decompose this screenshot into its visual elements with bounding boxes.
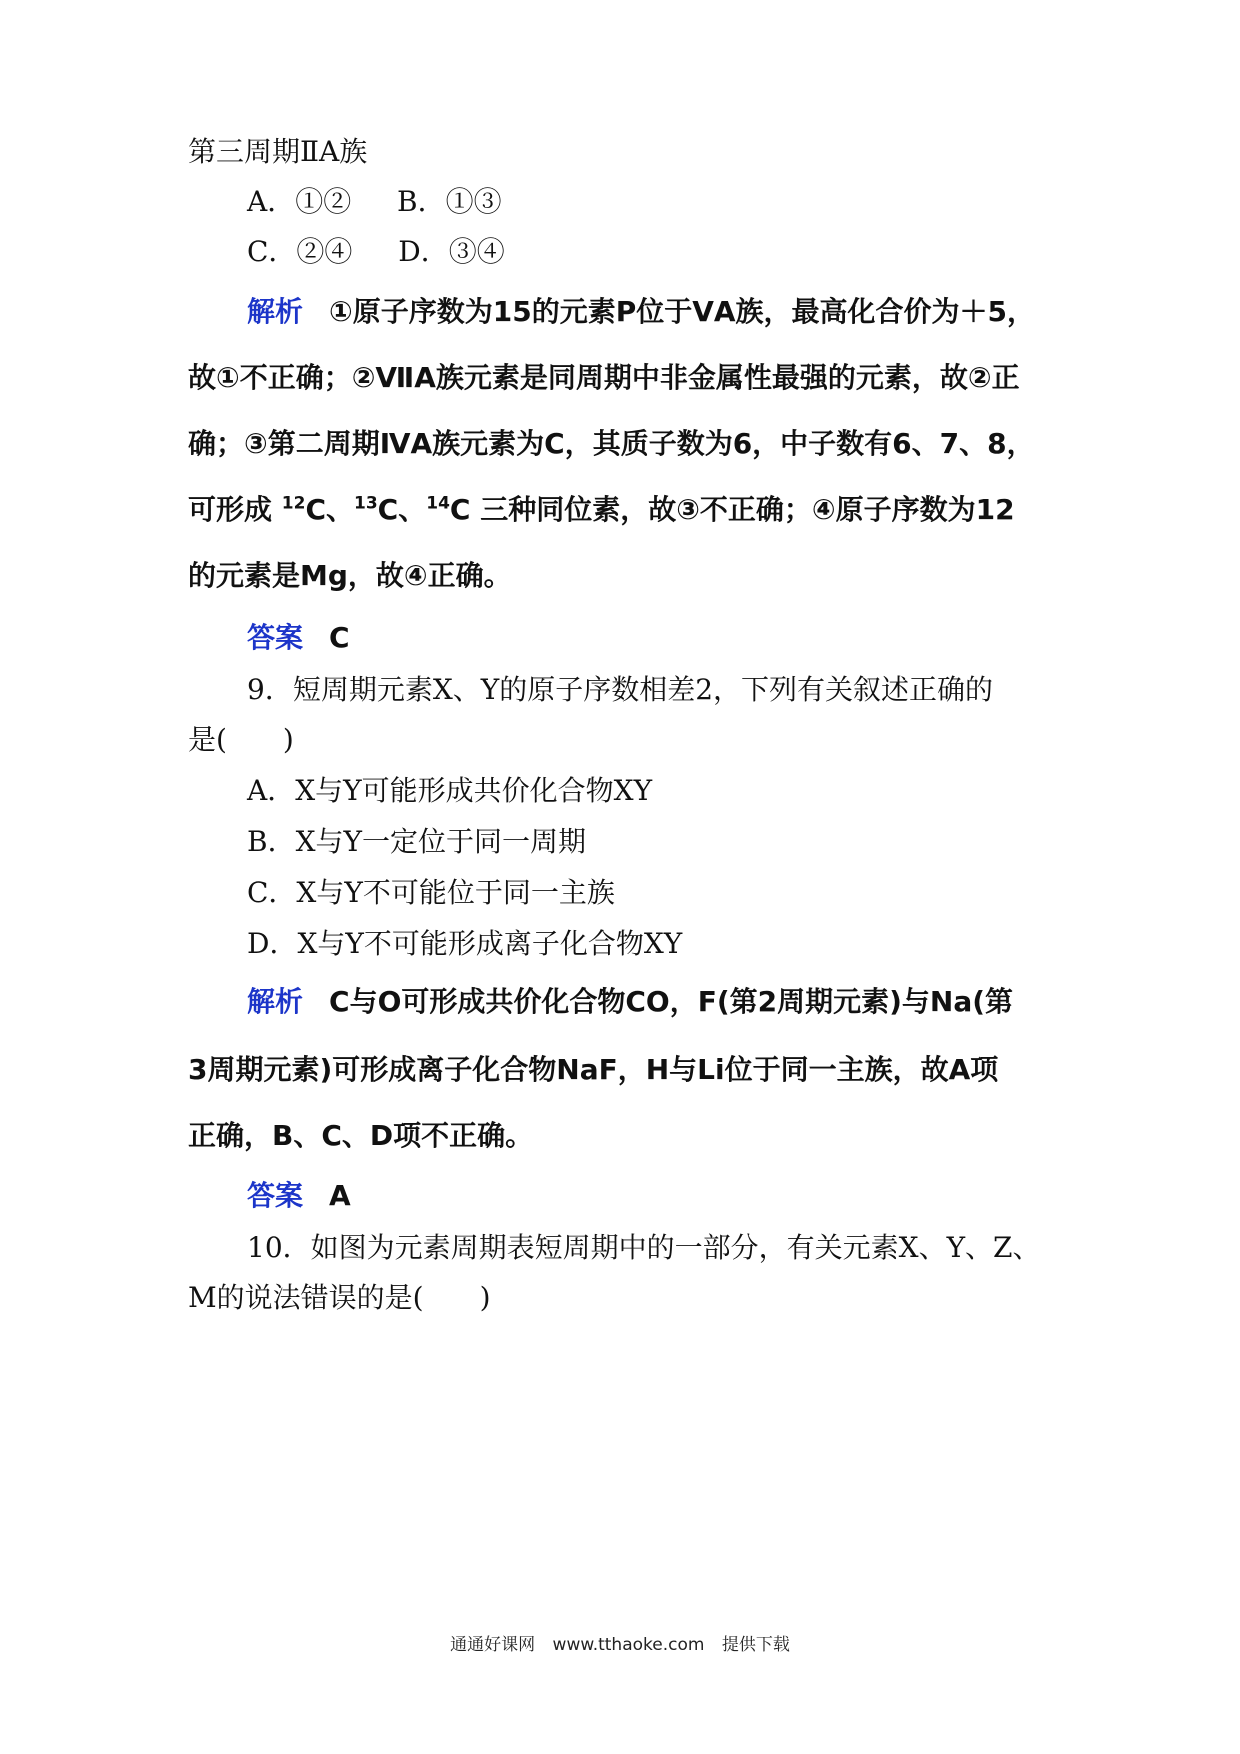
q8-analysis-line-3: 确；③第二周期ⅣA族元素为C，其质子数为6，中子数有6、7、8， <box>188 427 1035 460</box>
footer <box>0 1630 1240 1655</box>
q8-analysis-label: 解析 <box>247 295 304 328</box>
footer-url[interactable]: www.tthaoke.com <box>552 1635 705 1655</box>
q10-stem-line-2: M的说法错误的是( ) <box>188 1281 491 1314</box>
q8-analysis-line-1: 解析 ①原子序数为15的元素P位于ⅤA族，最高化合价为＋5， <box>247 295 1036 328</box>
q8-answer-label: 答案 <box>247 621 304 654</box>
q8-analysis-line-4: 可形成 $^{12}$C、$^{13}$C、$^{14}$C 三种同位素，故③不正确；④原子序数为12 <box>188 493 1015 526</box>
isotope-c14: $^{14}$C <box>426 493 471 526</box>
q10-stem-line-1: 10．如图为元素周期表短周期中的一部分，有关元素X、Y、Z、 <box>247 1231 1041 1264</box>
q8-options-row-1 <box>247 182 502 222</box>
q9-analysis-line-3: 正确，B、C、D项不正确。 <box>188 1119 534 1152</box>
continuation-text: 第三周期ⅡA族 <box>188 135 368 168</box>
q8-option-d: D．③④ <box>398 235 505 268</box>
q9-analysis-line-1: 解析 C与O可形成共价化合物CO，F(第2周期元素)与Na(第 <box>247 985 1014 1018</box>
q9-analysis-line-2: 3周期元素)可形成离子化合物NaF，H与Li位于同一主族，故A项 <box>188 1053 999 1086</box>
q8-option-c: C．②④ <box>247 235 353 268</box>
isotope-c12: $^{12}$C、 <box>281 493 354 526</box>
q9-option-c: C．X与Y不可能位于同一主族 <box>247 876 615 909</box>
isotope-c13: $^{13}$C、 <box>354 493 427 526</box>
q9-stem-line-2: 是( ) <box>188 723 294 756</box>
q8-option-a: A．①② <box>247 185 352 218</box>
q9-analysis-label: 解析 <box>247 985 304 1018</box>
q8-answer: 答案 C <box>247 621 350 654</box>
q9-option-a: A．X与Y可能形成共价化合物XY <box>247 774 653 807</box>
q8-option-b: B．①③ <box>397 185 502 218</box>
q9-answer-label: 答案 <box>247 1179 304 1212</box>
q9-option-d: D．X与Y不可能形成离子化合物XY <box>247 927 683 960</box>
footer-note: 提供下载 <box>721 1635 790 1655</box>
q8-options-row-2 <box>247 232 505 272</box>
q9-answer: 答案 A <box>247 1179 351 1212</box>
q8-analysis-line-5: 的元素是Mg，故④正确。 <box>188 559 512 592</box>
q8-analysis-line-2: 故①不正确；②ⅦA族元素是同周期中非金属性最强的元素，故②正 <box>188 361 1020 394</box>
q9-option-b: B．X与Y一定位于同一周期 <box>247 825 586 858</box>
footer-site-name: 通通好课网 <box>450 1635 536 1655</box>
q9-stem-line-1: 9．短周期元素X、Y的原子序数相差2，下列有关叙述正确的 <box>247 673 994 706</box>
